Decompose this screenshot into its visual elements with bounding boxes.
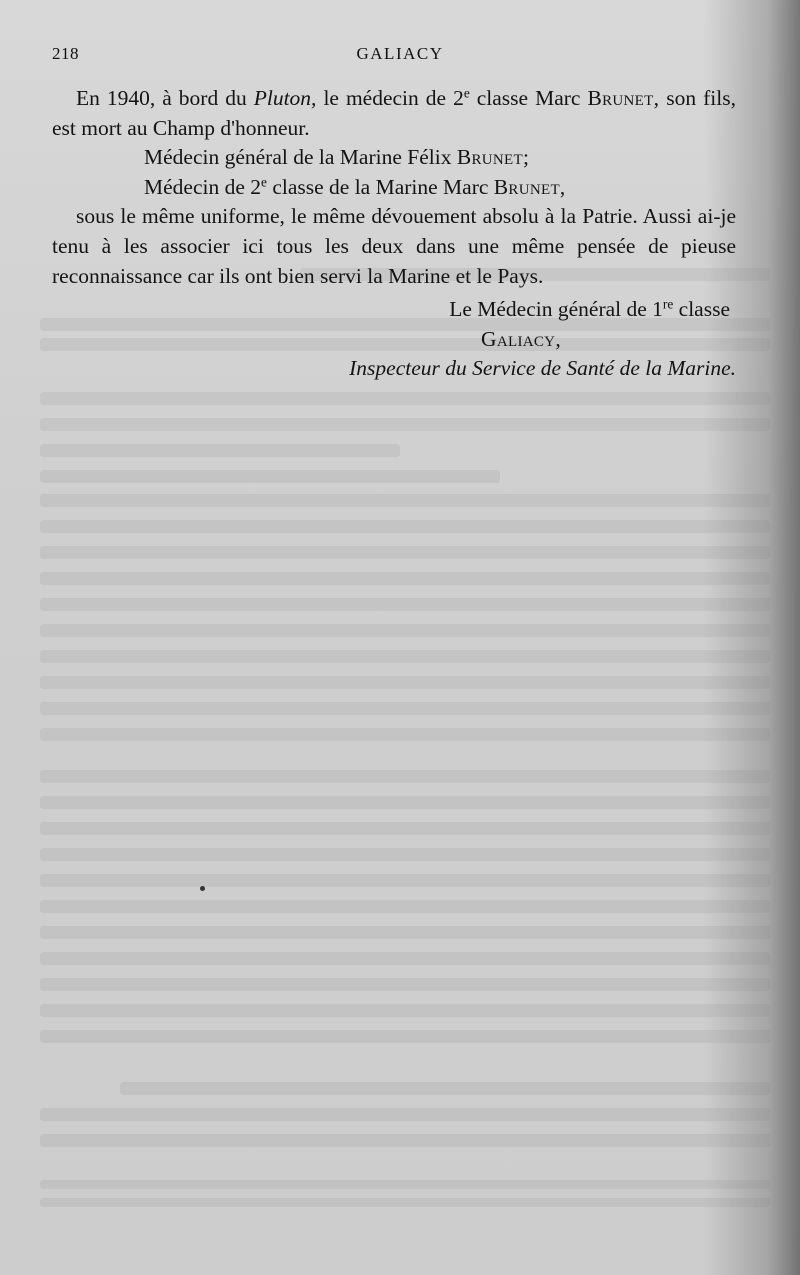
- bleed-through-line: [40, 796, 770, 809]
- bleed-through-line: [40, 470, 500, 483]
- text-span: son fils, est mort au Champ d'honneur.: [52, 86, 736, 140]
- bleed-through-line: [40, 926, 770, 939]
- signature-title: Inspecteur du Service de Santé de la Marine.: [349, 356, 736, 381]
- bleed-through-line: [40, 978, 770, 991]
- bleed-through-line: [40, 900, 770, 913]
- text-span: En 1940, à bord du: [76, 86, 254, 110]
- bleed-through-line: [40, 624, 770, 637]
- bleed-through-line: [40, 650, 770, 663]
- superscript: e: [261, 174, 267, 190]
- bleed-through-line: [40, 418, 770, 431]
- text-span: Médecin de 2: [144, 174, 262, 199]
- text-span: classe: [673, 297, 730, 322]
- bleed-through-line: [40, 1134, 770, 1147]
- text-span: le médecin de 2: [316, 86, 464, 110]
- bleed-through-line: [40, 1198, 770, 1207]
- bleed-through-line: [40, 444, 400, 457]
- text-span: classe Marc: [469, 86, 588, 110]
- bleed-through-line: [40, 598, 770, 611]
- signature-name: Galiacy,: [481, 326, 561, 351]
- bleed-through-line: [40, 874, 770, 887]
- text-span: Médecin général de la Marine Félix: [144, 145, 457, 170]
- dedication-line-father: [52, 143, 736, 173]
- superscript: e: [463, 85, 470, 101]
- text-span: classe de la Marine Marc: [266, 174, 494, 199]
- bleed-through-line: [40, 1030, 770, 1043]
- bleed-through-line: [40, 676, 770, 689]
- bleed-through-line: [40, 702, 770, 715]
- signature-rank: [52, 295, 736, 325]
- ship-name: Pluton,: [253, 86, 317, 110]
- bleed-through-line: [40, 1180, 770, 1189]
- body-text: [52, 84, 736, 384]
- signature-block: [52, 295, 736, 384]
- dedication-line-son: [52, 173, 736, 203]
- bleed-through-line: [40, 952, 770, 965]
- bleed-through-line: [40, 494, 770, 507]
- speck-mark: [200, 886, 205, 891]
- bleed-through-line: [40, 1108, 770, 1121]
- text-span: Le Médecin général de 1: [449, 297, 663, 322]
- bleed-through-line: [40, 546, 770, 559]
- superscript: re: [662, 296, 674, 312]
- text-span: ;: [522, 145, 529, 170]
- bleed-through-line: [40, 520, 770, 533]
- paragraph-tribute: sous le même uniforme, le même dévouement absolu à la Patrie. Aussi ai-je tenu à les associer ici tous les deux dans une même pensée de pieuse reconnaissance car ils ont bien servi la Marine et le Pays.: [52, 204, 736, 288]
- bleed-through-line: [40, 572, 770, 585]
- bleed-through-line: [120, 1082, 770, 1095]
- page-header: [52, 44, 748, 68]
- bleed-through-line: [40, 728, 770, 741]
- bleed-through-line: [40, 770, 770, 783]
- bleed-through-line: [40, 822, 770, 835]
- bleed-through-line: [40, 1004, 770, 1017]
- running-head: GALIACY: [356, 44, 444, 63]
- surname: Brunet: [493, 174, 560, 199]
- page-number: 218: [52, 44, 79, 63]
- bleed-through-line: [40, 848, 770, 861]
- paragraph-son-death: [52, 84, 736, 143]
- surname: Brunet: [456, 145, 523, 170]
- text-span: ,: [559, 174, 566, 199]
- surname: Brunet,: [587, 86, 660, 110]
- bleed-through-line: [40, 392, 770, 405]
